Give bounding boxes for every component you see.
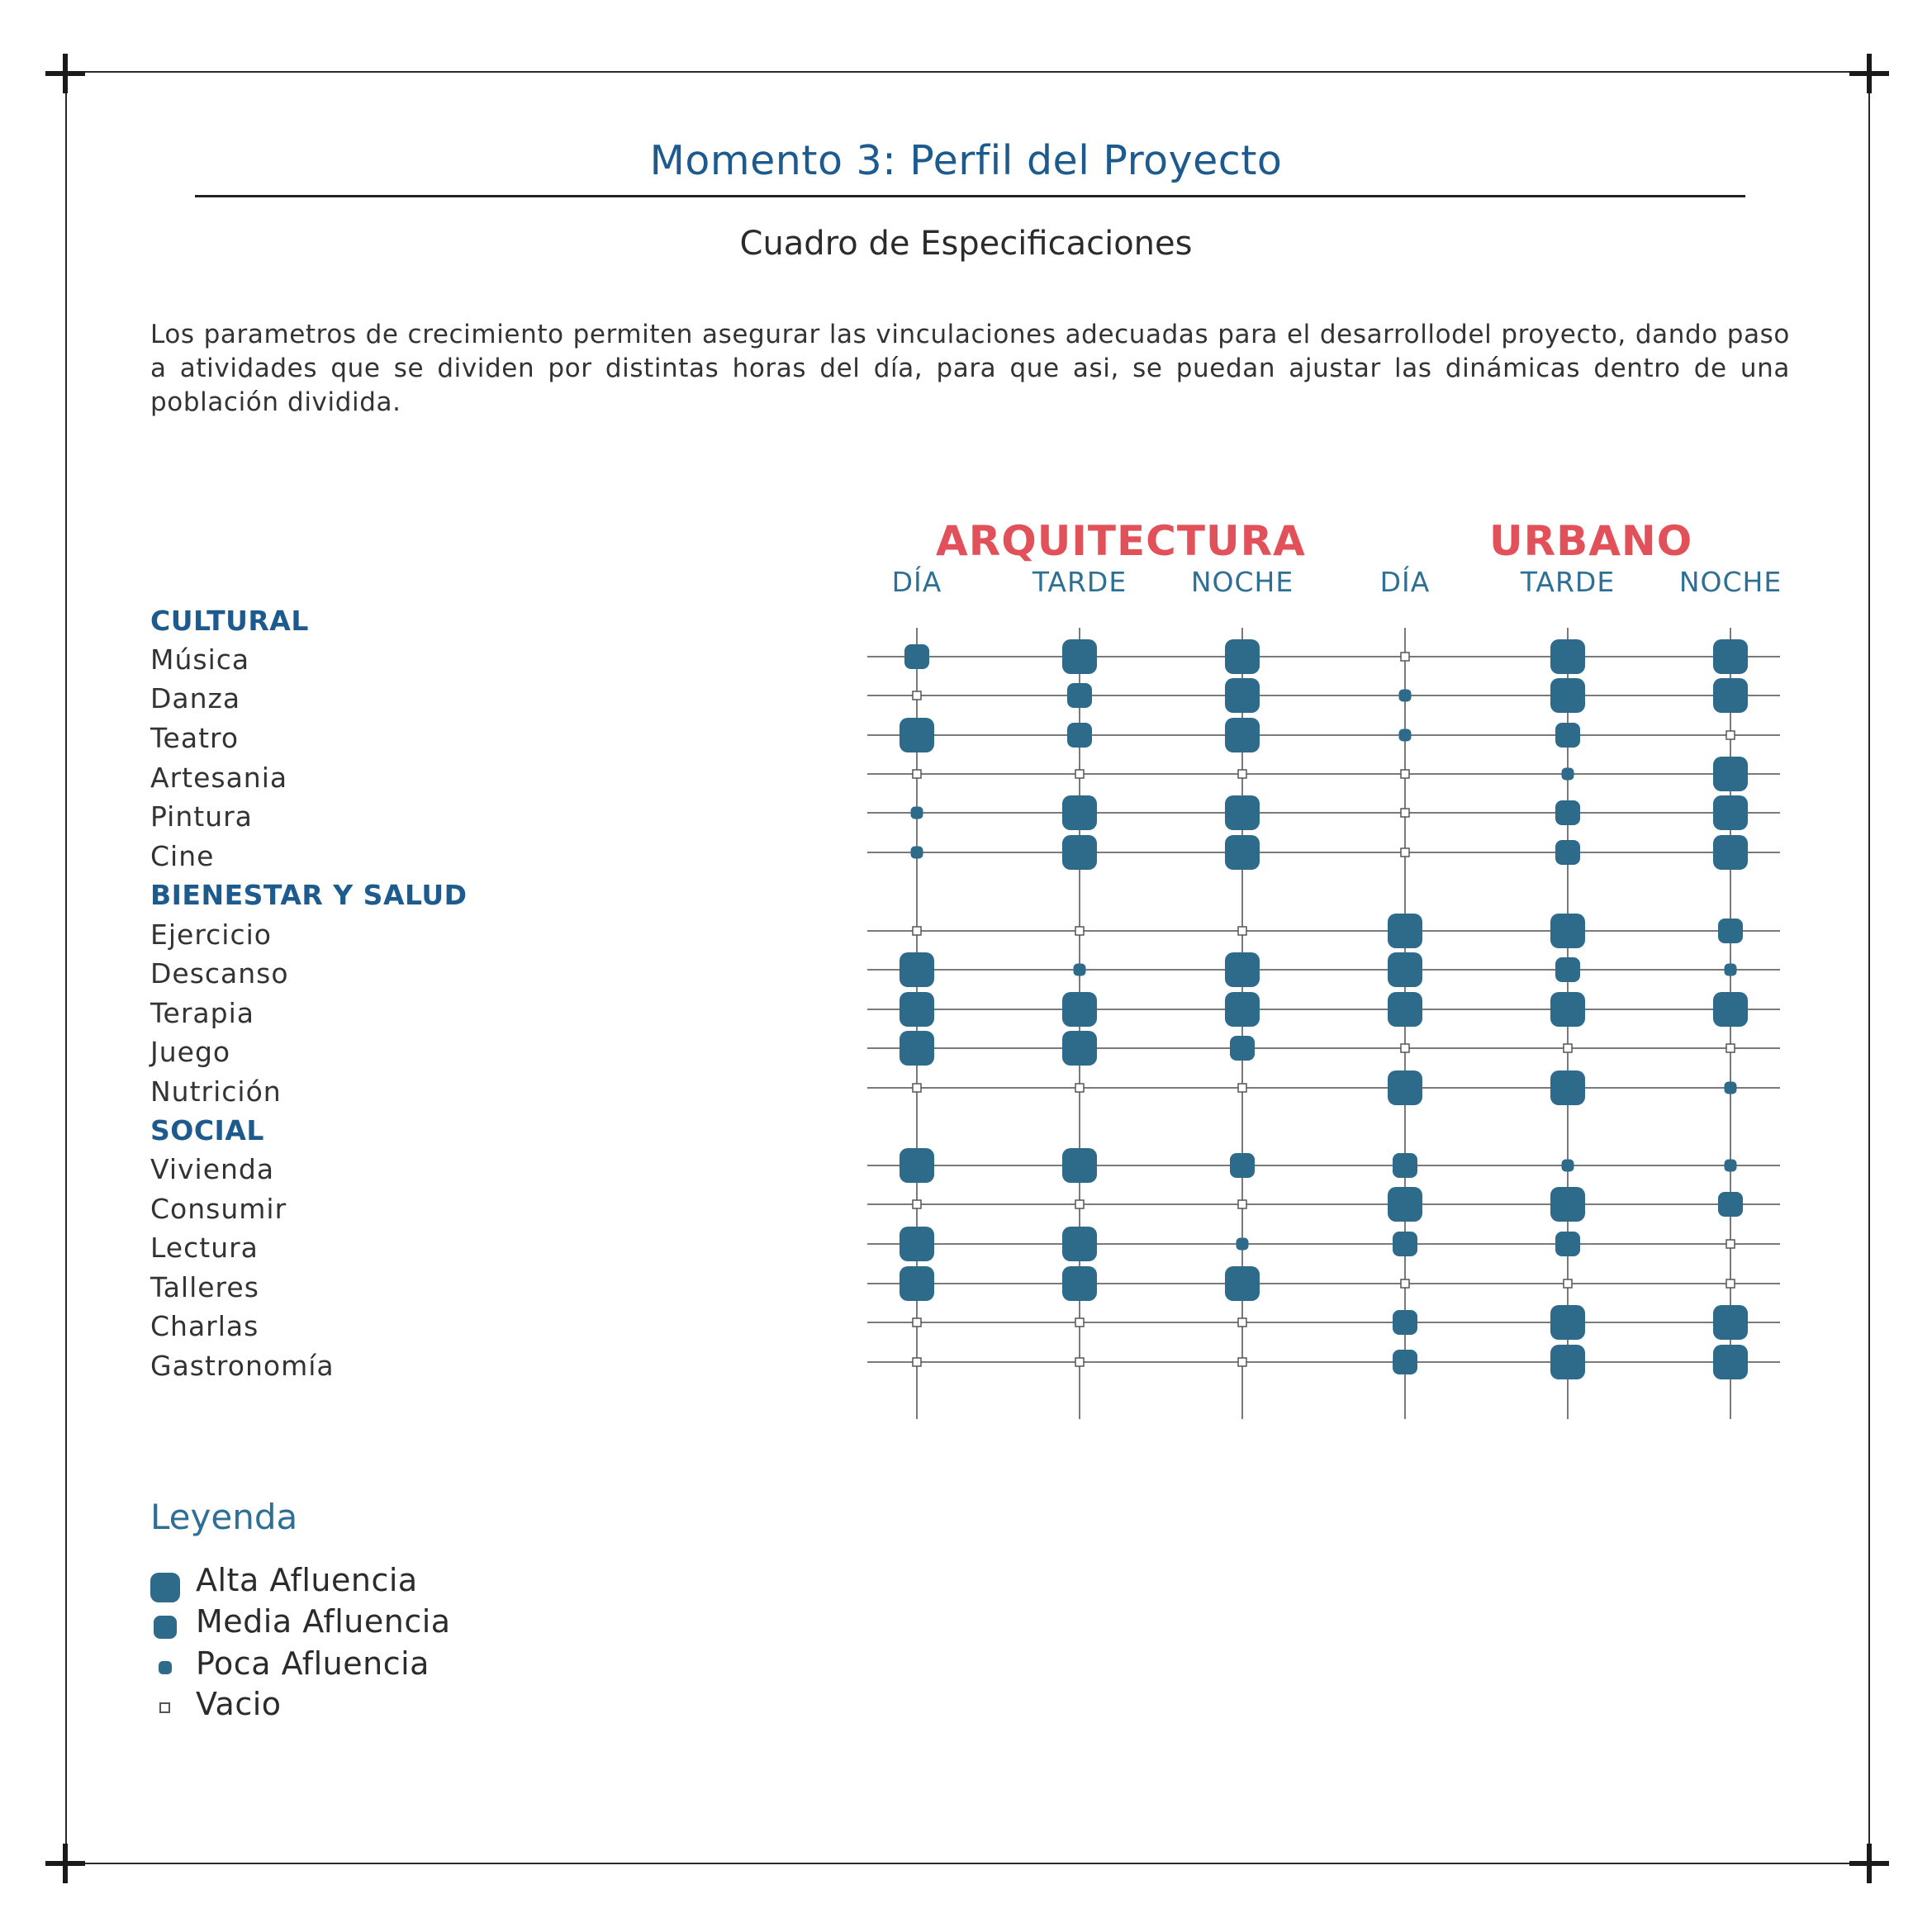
marker-alta-afluencia xyxy=(900,718,934,752)
marker-vacio xyxy=(1075,927,1084,935)
legend-label-alta: Alta Afluencia xyxy=(196,1562,418,1598)
marker-vacio xyxy=(1401,809,1409,817)
marker-vacio xyxy=(913,691,921,700)
row-label-nutricion: Nutrición xyxy=(150,1075,282,1108)
marker-alta-afluencia xyxy=(1550,1345,1585,1379)
marker-alta-afluencia xyxy=(900,1266,934,1301)
marker-poca-afluencia xyxy=(1237,1238,1249,1251)
row-label-juego: Juego xyxy=(150,1036,231,1068)
group-header-urbano: URBANO xyxy=(1489,517,1693,565)
legend-swatch-alta xyxy=(150,1573,180,1602)
marker-media-afluencia xyxy=(1393,1350,1417,1374)
column-header-arq-tarde: TARDE xyxy=(1032,566,1127,598)
marker-media-afluencia xyxy=(1230,1036,1255,1061)
marker-poca-afluencia xyxy=(1399,690,1412,702)
marker-alta-afluencia xyxy=(1062,1031,1097,1066)
marker-vacio xyxy=(1726,731,1735,739)
category-label-social: SOCIAL xyxy=(150,1114,264,1146)
marker-vacio xyxy=(1726,1279,1735,1288)
category-label-bienestar: BIENESTAR Y SALUD xyxy=(150,879,468,911)
row-label-danza: Danza xyxy=(150,682,241,714)
row-label-ejercicio: Ejercicio xyxy=(150,919,272,951)
marker-media-afluencia xyxy=(1718,919,1743,943)
marker-alta-afluencia xyxy=(1062,992,1097,1027)
marker-alta-afluencia xyxy=(900,1031,934,1066)
column-header-arq-dia: DÍA xyxy=(891,566,942,598)
marker-alta-afluencia xyxy=(1550,1305,1585,1340)
marker-alta-afluencia xyxy=(1713,795,1748,830)
column-header-urb-noche: NOCHE xyxy=(1678,566,1782,598)
marker-media-afluencia xyxy=(1067,723,1092,748)
marker-vacio xyxy=(1238,1358,1246,1366)
marker-alta-afluencia xyxy=(1062,795,1097,830)
marker-vacio xyxy=(1075,1200,1084,1208)
marker-vacio xyxy=(1564,1279,1572,1288)
marker-alta-afluencia xyxy=(1062,1227,1097,1261)
marker-alta-afluencia xyxy=(900,1227,934,1261)
marker-media-afluencia xyxy=(1230,1153,1255,1178)
marker-vacio xyxy=(1075,1318,1084,1327)
marker-media-afluencia xyxy=(1718,1192,1743,1217)
marker-vacio xyxy=(913,1358,921,1366)
page-title: Momento 3: Perfil del Proyecto xyxy=(649,137,1283,184)
legend-swatch-poca xyxy=(159,1661,172,1674)
marker-media-afluencia xyxy=(1555,1232,1580,1256)
marker-alta-afluencia xyxy=(1713,835,1748,870)
legend-swatch-media xyxy=(154,1616,177,1639)
marker-poca-afluencia xyxy=(1725,964,1737,976)
marker-alta-afluencia xyxy=(1388,1070,1422,1105)
row-label-descanso: Descanso xyxy=(150,957,289,990)
marker-vacio xyxy=(1238,770,1246,778)
marker-media-afluencia xyxy=(1393,1232,1417,1256)
marker-poca-afluencia xyxy=(1074,964,1086,976)
marker-alta-afluencia xyxy=(1713,1345,1748,1379)
marker-poca-afluencia xyxy=(1562,768,1574,781)
marker-poca-afluencia xyxy=(911,847,923,859)
marker-alta-afluencia xyxy=(1062,639,1097,674)
marker-media-afluencia xyxy=(1393,1153,1417,1178)
marker-vacio xyxy=(913,1084,921,1092)
marker-vacio xyxy=(1075,1084,1084,1092)
marker-poca-afluencia xyxy=(911,807,923,819)
marker-alta-afluencia xyxy=(900,1148,934,1183)
group-header-arquitectura: ARQUITECTURA xyxy=(936,517,1306,565)
marker-alta-afluencia xyxy=(1062,835,1097,870)
row-label-pintura: Pintura xyxy=(150,800,253,833)
marker-media-afluencia xyxy=(1555,957,1580,982)
marker-poca-afluencia xyxy=(1562,1160,1574,1172)
marker-alta-afluencia xyxy=(1225,795,1260,830)
marker-alta-afluencia xyxy=(1713,678,1748,713)
row-label-vivienda: Vivienda xyxy=(150,1153,275,1185)
marker-alta-afluencia xyxy=(1388,952,1422,987)
marker-vacio xyxy=(1238,1200,1246,1208)
marker-alta-afluencia xyxy=(1388,992,1422,1027)
column-header-urb-dia: DÍA xyxy=(1379,566,1431,598)
marker-poca-afluencia xyxy=(1399,729,1412,742)
marker-vacio xyxy=(1726,1044,1735,1052)
row-label-lectura: Lectura xyxy=(150,1232,259,1264)
marker-vacio xyxy=(913,1200,921,1208)
marker-alta-afluencia xyxy=(900,992,934,1027)
marker-alta-afluencia xyxy=(1388,1187,1422,1222)
marker-media-afluencia xyxy=(1555,800,1580,825)
marker-poca-afluencia xyxy=(1725,1082,1737,1094)
marker-vacio xyxy=(1075,1358,1084,1366)
marker-vacio xyxy=(1238,1318,1246,1327)
marker-media-afluencia xyxy=(1393,1310,1417,1335)
marker-alta-afluencia xyxy=(1550,639,1585,674)
marker-vacio xyxy=(1401,1044,1409,1052)
row-label-consumir: Consumir xyxy=(150,1193,287,1225)
marker-alta-afluencia xyxy=(1062,1266,1097,1301)
row-label-terapia: Terapia xyxy=(150,997,254,1029)
marker-media-afluencia xyxy=(1555,723,1580,748)
marker-vacio xyxy=(913,770,921,778)
marker-alta-afluencia xyxy=(1713,639,1748,674)
marker-vacio xyxy=(913,1318,921,1327)
column-header-urb-tarde: TARDE xyxy=(1520,566,1616,598)
marker-alta-afluencia xyxy=(1388,914,1422,948)
legend-label-vacio: Vacio xyxy=(196,1686,282,1722)
marker-alta-afluencia xyxy=(1225,678,1260,713)
intro-paragraph: Los parametros de crecimiento permiten asegurar las vinculaciones adecuadas para el desarrollodel proyecto, dando paso a atividades que se dividen por distintas horas del día, para que asi, se puedan ajustar las dinámicas dentro de una población dividida. xyxy=(150,320,1790,417)
row-label-cine: Cine xyxy=(150,840,215,872)
marker-poca-afluencia xyxy=(1725,1160,1737,1172)
marker-alta-afluencia xyxy=(1713,992,1748,1027)
marker-alta-afluencia xyxy=(1225,835,1260,870)
row-label-talleres: Talleres xyxy=(150,1271,259,1303)
marker-vacio xyxy=(1726,1240,1735,1248)
marker-vacio xyxy=(1401,848,1409,857)
marker-alta-afluencia xyxy=(1713,757,1748,791)
marker-alta-afluencia xyxy=(1225,1266,1260,1301)
marker-vacio xyxy=(1401,653,1409,661)
marker-alta-afluencia xyxy=(1225,718,1260,752)
legend-label-poca: Poca Afluencia xyxy=(196,1645,430,1682)
marker-vacio xyxy=(1238,1084,1246,1092)
legend-swatch-vacio xyxy=(159,1702,170,1713)
marker-vacio xyxy=(1401,1279,1409,1288)
marker-alta-afluencia xyxy=(1550,992,1585,1027)
marker-alta-afluencia xyxy=(1225,992,1260,1027)
column-header-arq-noche: NOCHE xyxy=(1190,566,1294,598)
marker-vacio xyxy=(1401,770,1409,778)
marker-media-afluencia xyxy=(1555,840,1580,865)
marker-vacio xyxy=(913,927,921,935)
legend-label-media: Media Afluencia xyxy=(196,1603,451,1640)
marker-alta-afluencia xyxy=(1062,1148,1097,1183)
marker-vacio xyxy=(1564,1044,1572,1052)
marker-media-afluencia xyxy=(1067,683,1092,708)
row-label-artesania: Artesania xyxy=(150,762,288,794)
row-label-musica: Música xyxy=(150,643,250,676)
marker-alta-afluencia xyxy=(1225,639,1260,674)
marker-vacio xyxy=(1075,770,1084,778)
page-subtitle: Cuadro de Especificaciones xyxy=(739,225,1193,263)
marker-alta-afluencia xyxy=(1225,952,1260,987)
marker-alta-afluencia xyxy=(1550,1070,1585,1105)
marker-alta-afluencia xyxy=(1713,1305,1748,1340)
marker-alta-afluencia xyxy=(1550,678,1585,713)
marker-alta-afluencia xyxy=(1550,914,1585,948)
row-label-gastronomia: Gastronomía xyxy=(150,1350,335,1382)
category-label-cultural: CULTURAL xyxy=(150,605,309,637)
marker-alta-afluencia xyxy=(1550,1187,1585,1222)
row-label-charlas: Charlas xyxy=(150,1310,259,1342)
row-label-teatro: Teatro xyxy=(150,722,240,754)
marker-media-afluencia xyxy=(904,644,929,669)
marker-alta-afluencia xyxy=(900,952,934,987)
marker-vacio xyxy=(1238,927,1246,935)
legend-title: Leyenda xyxy=(150,1497,298,1537)
